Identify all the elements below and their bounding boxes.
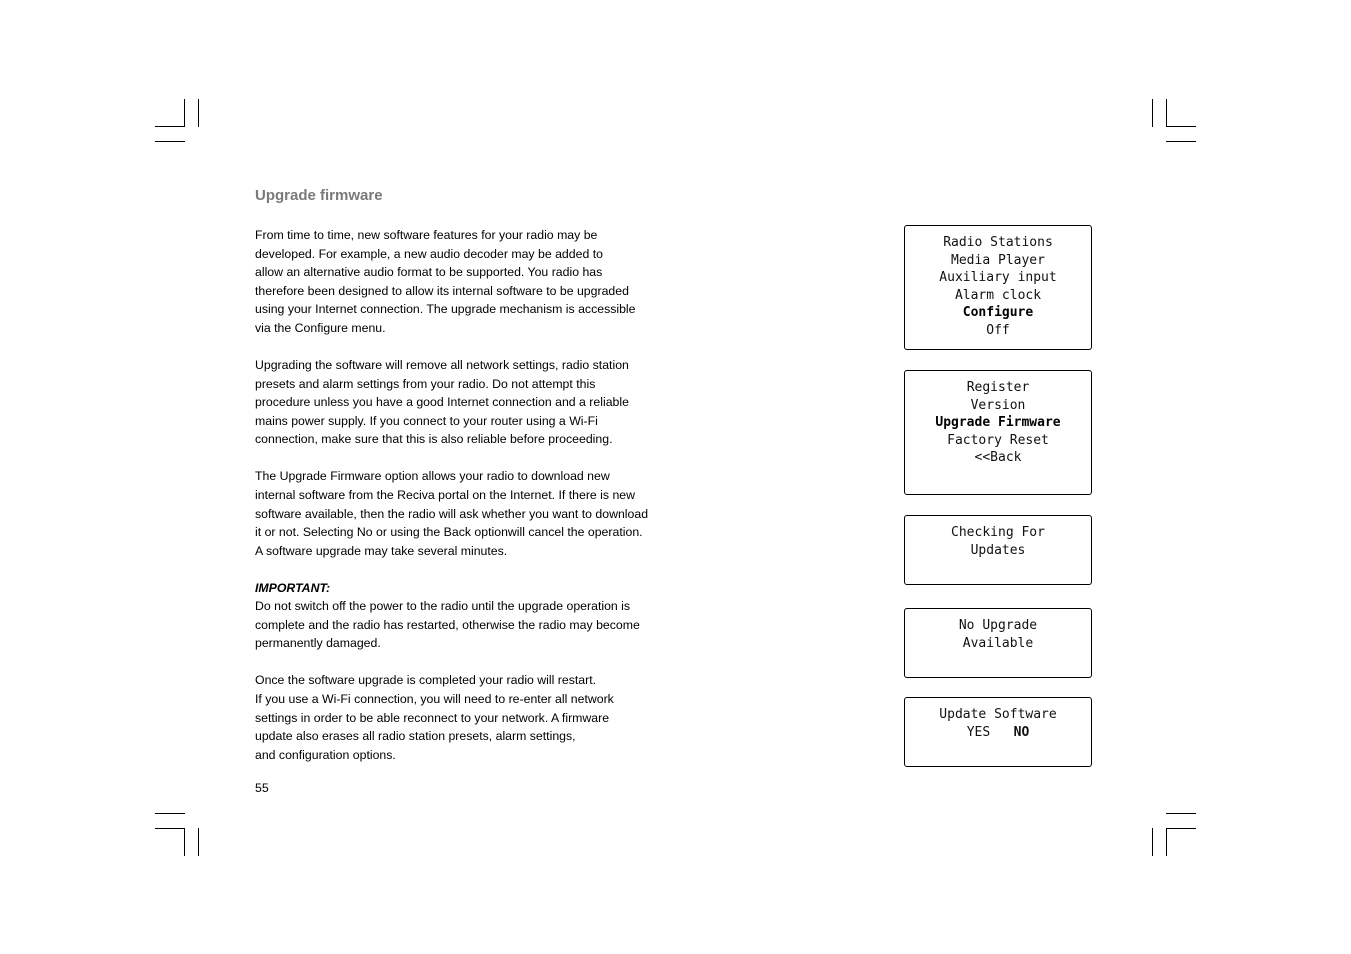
text-line: update also erases all radio station presets, alarm settings, xyxy=(255,729,576,744)
lcd-yes-no-row xyxy=(905,724,1091,742)
crop-mark xyxy=(155,126,185,127)
page-number: 55 xyxy=(255,781,269,795)
lcd-menu-item: Auxiliary input xyxy=(939,270,1057,286)
text-line: presets and alarm settings from your radio. Do not attempt this xyxy=(255,376,596,391)
lcd-menu-item: Version xyxy=(970,397,1026,413)
crop-mark xyxy=(184,828,185,856)
lcd-menu-item: Off xyxy=(986,322,1010,338)
crop-mark xyxy=(1152,99,1153,127)
crop-mark xyxy=(198,99,199,127)
crop-mark xyxy=(1166,126,1196,127)
text-line: and configuration options. xyxy=(255,747,396,762)
crop-mark xyxy=(198,828,199,856)
lcd-checking-updates xyxy=(904,515,1092,585)
crop-mark xyxy=(155,813,185,814)
important-heading: IMPORTANT: xyxy=(255,580,331,595)
lcd-menu-item: Register xyxy=(966,380,1030,395)
text-line: developed. For example, a new audio decoder may be added to xyxy=(255,246,603,261)
crop-mark xyxy=(155,141,185,142)
text-line: procedure unless you have a good Internet connection and a reliable xyxy=(255,395,629,410)
lcd-text-line: Available xyxy=(962,635,1034,651)
crop-mark xyxy=(1166,99,1167,127)
text-line: via the Configure menu. xyxy=(255,320,386,335)
lcd-option-no-selected: NO xyxy=(1013,724,1030,740)
paragraph-upgrade-option xyxy=(255,467,675,560)
crop-mark xyxy=(1152,828,1153,856)
text-line: Once the software upgrade is completed your radio will restart. xyxy=(255,673,597,688)
lcd-text-line: Update Software xyxy=(939,707,1057,722)
lcd-menu-item-selected: Configure xyxy=(962,305,1034,321)
lcd-menu-item-selected: Upgrade Firmware xyxy=(935,415,1061,431)
crop-mark xyxy=(155,828,185,829)
crop-mark xyxy=(1166,141,1196,142)
crop-mark xyxy=(1166,828,1196,829)
lcd-text-line: Checking For xyxy=(951,525,1045,540)
paragraph-intro xyxy=(255,226,675,338)
text-line: If you use a Wi-Fi connection, you will need to re-enter all network xyxy=(255,692,614,707)
lcd-configure-menu xyxy=(904,370,1092,495)
lcd-text-line: Updates xyxy=(970,542,1026,558)
text-line: The Upgrade Firmware option allows your radio to download new xyxy=(255,469,610,484)
page-title: Upgrade firmware xyxy=(255,187,383,204)
text-line: settings in order to be able reconnect to your network. A firmware xyxy=(255,710,610,725)
crop-mark xyxy=(1166,828,1167,856)
paragraph-restart xyxy=(255,671,675,764)
text-line: software available, then the radio will ask whether you want to download xyxy=(255,506,649,521)
lcd-main-menu xyxy=(904,225,1092,350)
lcd-menu-item: Factory Reset xyxy=(947,432,1049,448)
lcd-menu-item: Alarm clock xyxy=(954,287,1042,303)
text-line: permanently damaged. xyxy=(255,636,381,651)
text-line: using your Internet connection. The upgrade mechanism is accessible xyxy=(255,302,636,317)
text-line: allow an alternative audio format to be supported. You radio has xyxy=(255,265,603,280)
text-line: Do not switch off the power to the radio until the upgrade operation is xyxy=(255,599,631,614)
text-line: complete and the radio has restarted, otherwise the radio may become xyxy=(255,617,640,632)
lcd-text-line: No Upgrade xyxy=(958,618,1038,633)
text-line: internal software from the Reciva portal on the Internet. If there is new xyxy=(255,487,636,502)
lcd-menu-item: <<Back xyxy=(974,450,1022,466)
paragraph-important xyxy=(255,579,675,653)
text-line: mains power supply. If you connect to your router using a Wi-Fi xyxy=(255,413,598,428)
crop-mark xyxy=(184,99,185,127)
text-line: From time to time, new software features for your radio may be xyxy=(255,228,598,242)
lcd-update-prompt xyxy=(904,697,1092,767)
paragraph-warning-settings xyxy=(255,356,675,449)
crop-mark xyxy=(1166,813,1196,814)
text-line: Upgrading the software will remove all network settings, radio station xyxy=(255,357,629,372)
lcd-menu-item: Media Player xyxy=(951,252,1045,268)
lcd-no-upgrade xyxy=(904,608,1092,678)
text-line: A software upgrade may take several minutes. xyxy=(255,543,508,558)
body-text xyxy=(255,226,675,783)
text-line: connection, make sure that this is also reliable before proceeding. xyxy=(255,432,613,447)
text-line: therefore been designed to allow its internal software to be upgraded xyxy=(255,283,629,298)
lcd-option-yes: YES xyxy=(966,724,991,740)
text-line: it or not. Selecting No or using the Back optionwill cancel the operation. xyxy=(255,525,643,540)
lcd-menu-item: Radio Stations xyxy=(943,235,1053,250)
